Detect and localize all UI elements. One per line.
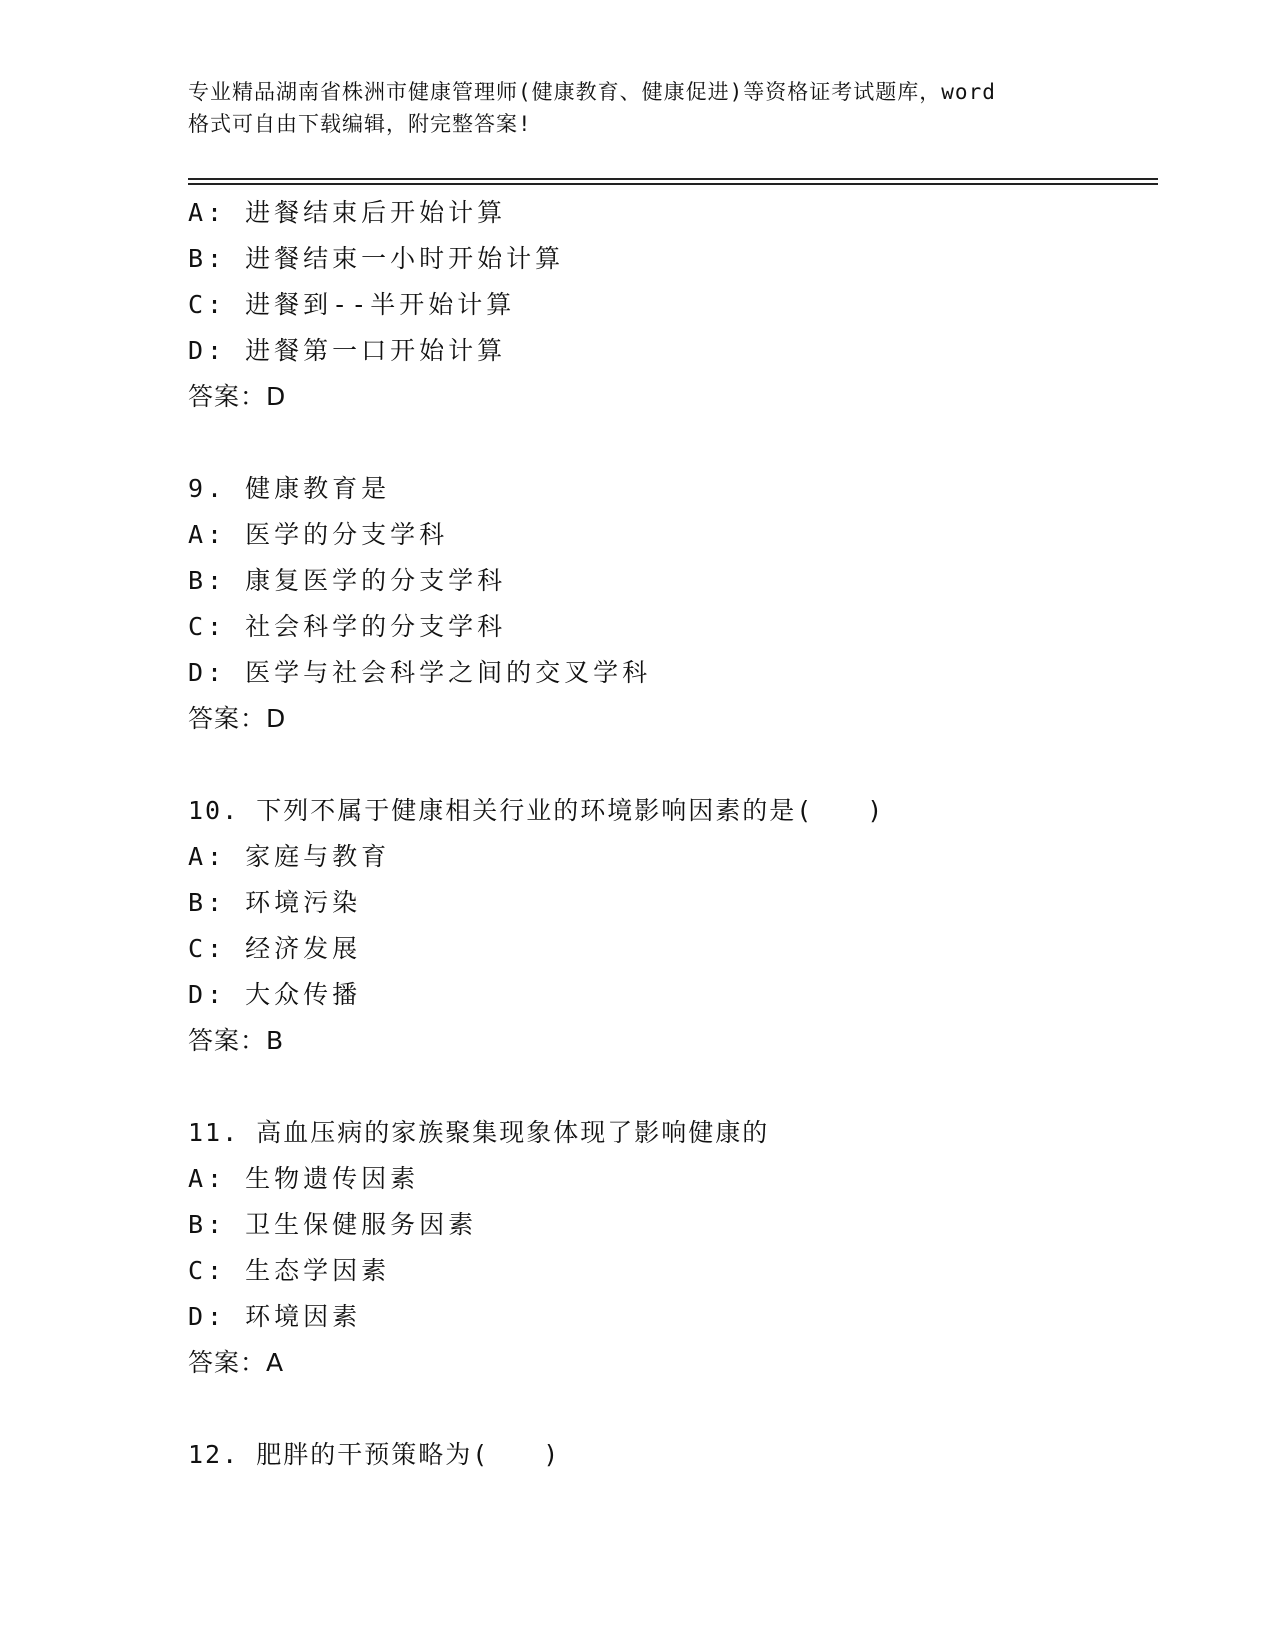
q10-stem: 10. 下列不属于健康相关行业的环境影响因素的是( ) bbox=[188, 796, 885, 825]
spacer bbox=[188, 1386, 1148, 1432]
spacer bbox=[188, 420, 1148, 466]
q11-option-a: A: 生物遗传因素 bbox=[188, 1164, 420, 1193]
header-divider-bottom bbox=[188, 183, 1158, 185]
q11-option-d: D: 环境因素 bbox=[188, 1302, 362, 1331]
q11-stem: 11. 高血压病的家族聚集现象体现了影响健康的 bbox=[188, 1118, 770, 1147]
q9-stem: 9. 健康教育是 bbox=[188, 474, 391, 503]
spacer bbox=[188, 742, 1148, 788]
q11-option-c: C: 生态学因素 bbox=[188, 1256, 391, 1285]
q11-option-b: B: 卫生保健服务因素 bbox=[188, 1210, 478, 1239]
q9-option-c: C: 社会科学的分支学科 bbox=[188, 612, 507, 641]
q9-answer: 答案：D bbox=[188, 704, 287, 733]
header-divider-top bbox=[188, 178, 1158, 180]
q12-stem: 12. 肥胖的干预策略为( ) bbox=[188, 1440, 561, 1469]
q11-answer: 答案：A bbox=[188, 1348, 285, 1377]
spacer bbox=[188, 1064, 1148, 1110]
question-list bbox=[188, 190, 1148, 1478]
q10-option-b: B: 环境污染 bbox=[188, 888, 362, 917]
q9-option-d: D: 医学与社会科学之间的交叉学科 bbox=[188, 658, 652, 687]
q8-option-b: B: 进餐结束一小时开始计算 bbox=[188, 244, 565, 273]
q9-option-a: A: 医学的分支学科 bbox=[188, 520, 449, 549]
q10-option-c: C: 经济发展 bbox=[188, 934, 362, 963]
page-header bbox=[188, 76, 1108, 140]
q10-option-a: A: 家庭与教育 bbox=[188, 842, 391, 871]
q10-answer: 答案：B bbox=[188, 1026, 285, 1055]
q9-option-b: B: 康复医学的分支学科 bbox=[188, 566, 507, 595]
q8-answer: 答案：D bbox=[188, 382, 287, 411]
header-line-1: 专业精品湖南省株洲市健康管理师(健康教育、健康促进)等资格证考试题库，word bbox=[188, 80, 996, 104]
q8-option-d: D: 进餐第一口开始计算 bbox=[188, 336, 507, 365]
header-line-2: 格式可自由下载编辑，附完整答案! bbox=[188, 112, 532, 136]
q10-option-d: D: 大众传播 bbox=[188, 980, 362, 1009]
q8-option-c: C: 进餐到--半开始计算 bbox=[188, 290, 516, 319]
q8-option-a: A: 进餐结束后开始计算 bbox=[188, 198, 507, 227]
